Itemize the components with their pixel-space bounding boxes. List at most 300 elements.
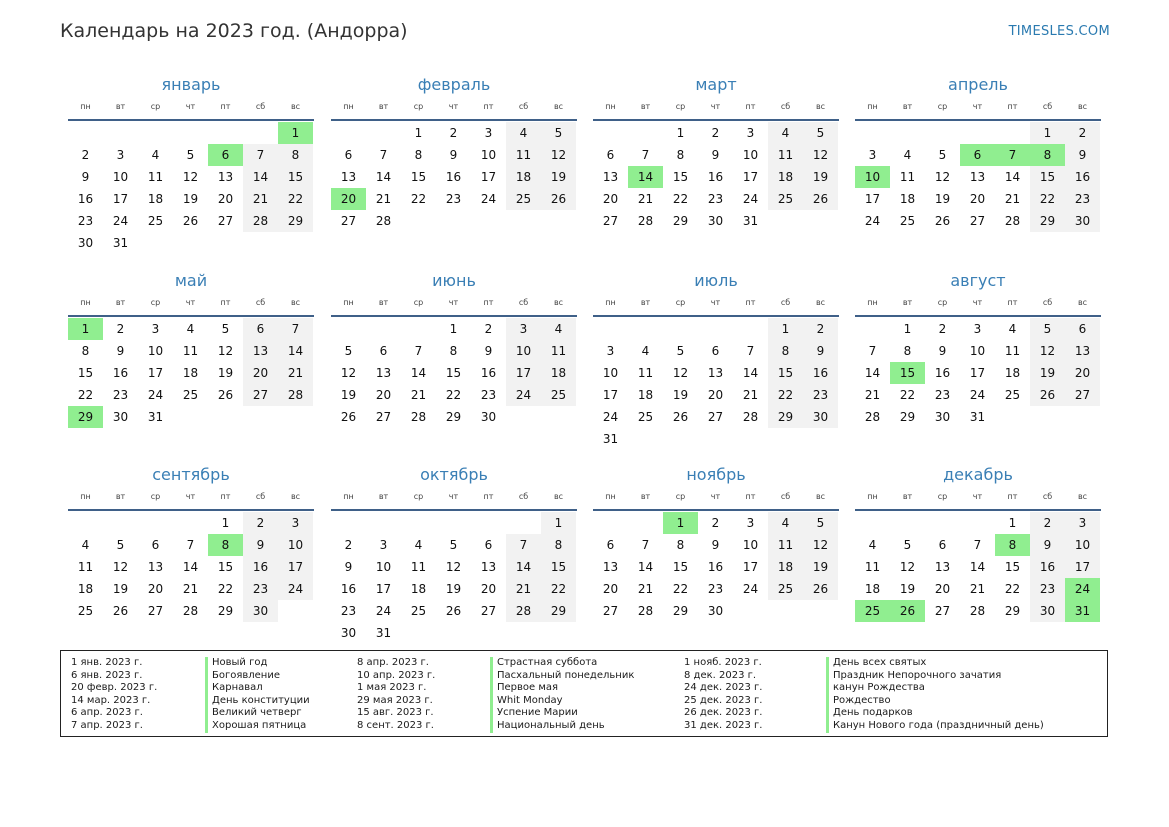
weekday-label: вс xyxy=(1077,298,1088,307)
day-cell: 3 xyxy=(484,126,493,140)
day-cell: 27 xyxy=(602,214,619,228)
holiday-legend xyxy=(60,650,1108,737)
day-cell: 31 xyxy=(147,410,164,424)
day-cell: 26 xyxy=(803,188,838,210)
day-cell: 1 xyxy=(1008,516,1017,530)
day-cell: 9 xyxy=(484,344,493,358)
day-cell: 7 xyxy=(243,144,278,166)
weekday-label: чт xyxy=(448,102,459,111)
day-cell: 31 xyxy=(602,432,619,446)
weekday-label: сб xyxy=(255,102,266,111)
holiday-day-cell: 1 xyxy=(663,512,698,534)
holiday-name: Страстная суббота xyxy=(490,657,634,670)
legend-dates-column xyxy=(357,657,435,733)
month-3 xyxy=(593,72,839,232)
weekday-header xyxy=(593,488,839,508)
day-cell: 21 xyxy=(278,362,313,384)
day-cell: 28 xyxy=(182,604,199,618)
weekday-header xyxy=(331,294,577,314)
weekday-label: пт xyxy=(483,298,494,307)
weekday-label: вт xyxy=(115,298,126,307)
day-cell: 26 xyxy=(803,578,838,600)
day-cell: 20 xyxy=(375,388,392,402)
weekday-label: пн xyxy=(343,298,354,307)
days-grid xyxy=(855,512,1101,622)
day-cell: 13 xyxy=(602,170,619,184)
holiday-day-cell: 31 xyxy=(1065,600,1100,622)
day-cell: 6 xyxy=(344,148,353,162)
day-cell: 15 xyxy=(278,166,313,188)
empty-cell xyxy=(243,122,278,144)
day-cell: 3 xyxy=(1065,512,1100,534)
day-cell: 10 xyxy=(742,538,759,552)
weekday-label: пн xyxy=(867,298,878,307)
day-cell: 26 xyxy=(182,214,199,228)
day-cell: 20 xyxy=(934,582,951,596)
holiday-date: 20 февр. 2023 г. xyxy=(71,682,158,694)
weekday-label: пт xyxy=(1007,492,1018,501)
weekday-label: чт xyxy=(185,102,196,111)
day-cell: 13 xyxy=(602,560,619,574)
weekday-label: вс xyxy=(553,298,564,307)
day-cell: 6 xyxy=(1065,318,1100,340)
holiday-day-cell: 14 xyxy=(628,166,663,188)
day-cell: 19 xyxy=(217,366,234,380)
day-cell: 2 xyxy=(803,318,838,340)
day-cell: 19 xyxy=(112,582,129,596)
day-cell: 3 xyxy=(116,148,125,162)
day-cell: 15 xyxy=(672,560,689,574)
holiday-name: Whit Monday xyxy=(490,695,634,708)
day-cell: 14 xyxy=(864,366,881,380)
day-cell: 22 xyxy=(1004,582,1021,596)
weekday-label: ср xyxy=(937,298,948,307)
day-cell: 26 xyxy=(217,388,234,402)
day-cell: 13 xyxy=(147,560,164,574)
day-cell: 13 xyxy=(1065,340,1100,362)
month-divider xyxy=(331,119,577,121)
holiday-date: 1 янв. 2023 г. xyxy=(71,657,143,668)
day-cell: 2 xyxy=(711,516,720,530)
weekday-label: вт xyxy=(378,492,389,501)
day-cell: 11 xyxy=(637,366,654,380)
legend-dates-column xyxy=(684,657,762,733)
empty-cell xyxy=(593,512,628,534)
day-cell: 29 xyxy=(899,410,916,424)
day-cell: 6 xyxy=(606,538,615,552)
day-cell: 8 xyxy=(449,344,458,358)
day-cell: 21 xyxy=(375,192,392,206)
holiday-name: Национальный день xyxy=(490,720,634,733)
holiday-date: 24 дек. 2023 г. xyxy=(684,682,763,694)
day-cell: 26 xyxy=(340,410,357,424)
weekday-header xyxy=(68,488,314,508)
month-name: октябрь xyxy=(420,465,488,484)
empty-cell xyxy=(628,122,663,144)
day-cell: 4 xyxy=(541,318,576,340)
day-cell: 7 xyxy=(868,344,877,358)
day-cell: 19 xyxy=(1030,362,1065,384)
month-name: май xyxy=(174,271,208,290)
day-cell: 28 xyxy=(1004,214,1021,228)
day-cell: 6 xyxy=(938,538,947,552)
day-cell: 18 xyxy=(637,388,654,402)
month-divider xyxy=(593,509,839,511)
day-cell: 17 xyxy=(969,366,986,380)
day-cell: 7 xyxy=(973,538,982,552)
weekday-label: чт xyxy=(972,102,983,111)
weekday-label: чт xyxy=(710,102,721,111)
empty-cell xyxy=(68,512,103,534)
day-cell: 19 xyxy=(803,166,838,188)
day-cell: 18 xyxy=(1004,366,1021,380)
day-cell: 29 xyxy=(541,600,576,622)
month-name: апрель xyxy=(948,75,1008,94)
weekday-label: чт xyxy=(710,492,721,501)
day-cell: 4 xyxy=(186,322,195,336)
day-cell: 1 xyxy=(1030,122,1065,144)
day-cell: 19 xyxy=(182,192,199,206)
day-cell: 25 xyxy=(899,214,916,228)
day-cell: 22 xyxy=(77,388,94,402)
day-cell: 18 xyxy=(410,582,427,596)
weekday-label: сб xyxy=(518,298,529,307)
day-cell: 19 xyxy=(340,388,357,402)
day-cell: 21 xyxy=(637,582,654,596)
weekday-label: вс xyxy=(815,492,826,501)
weekday-label: пт xyxy=(1007,298,1018,307)
weekday-label: пт xyxy=(483,492,494,501)
day-cell: 12 xyxy=(899,560,916,574)
weekday-label: ср xyxy=(150,298,161,307)
day-cell: 14 xyxy=(278,340,313,362)
day-cell: 15 xyxy=(1004,560,1021,574)
holiday-date: 1 мая 2023 г. xyxy=(357,682,427,694)
day-cell: 8 xyxy=(414,148,423,162)
day-cell: 16 xyxy=(480,366,497,380)
day-cell: 28 xyxy=(864,410,881,424)
weekday-label: пт xyxy=(745,102,756,111)
day-cell: 26 xyxy=(1030,384,1065,406)
weekday-label: пт xyxy=(745,298,756,307)
legend-names-column xyxy=(205,657,310,733)
day-cell: 21 xyxy=(969,582,986,596)
day-cell: 8 xyxy=(676,538,685,552)
holiday-name: Богоявление xyxy=(205,670,310,683)
day-cell: 9 xyxy=(711,538,720,552)
empty-cell xyxy=(401,512,436,534)
day-cell: 12 xyxy=(182,170,199,184)
weekday-label: вс xyxy=(290,298,301,307)
month-divider xyxy=(68,509,314,511)
holiday-date: 6 янв. 2023 г. xyxy=(71,669,143,681)
day-cell: 14 xyxy=(243,166,278,188)
day-cell: 13 xyxy=(480,560,497,574)
day-cell: 21 xyxy=(1004,192,1021,206)
day-cell: 15 xyxy=(768,362,803,384)
month-divider xyxy=(68,119,314,121)
day-cell: 7 xyxy=(278,318,313,340)
day-cell: 8 xyxy=(81,344,90,358)
day-cell: 14 xyxy=(637,560,654,574)
day-cell: 27 xyxy=(340,214,357,228)
weekday-label: чт xyxy=(185,492,196,501)
weekday-label: чт xyxy=(972,492,983,501)
day-cell: 5 xyxy=(903,538,912,552)
day-cell: 30 xyxy=(340,626,357,640)
brand-link[interactable]: TIMESLES.COM xyxy=(1008,24,1110,39)
weekday-label: чт xyxy=(710,298,721,307)
weekday-label: сб xyxy=(255,492,266,501)
weekday-label: вс xyxy=(815,102,826,111)
month-8 xyxy=(855,268,1101,428)
day-cell: 1 xyxy=(449,322,458,336)
day-cell: 1 xyxy=(676,126,685,140)
holiday-name: Хорошая пятница xyxy=(205,720,310,733)
weekday-label: сб xyxy=(255,298,266,307)
empty-cell xyxy=(960,512,995,534)
day-cell: 20 xyxy=(217,192,234,206)
day-cell: 9 xyxy=(938,344,947,358)
day-cell: 24 xyxy=(742,582,759,596)
day-cell: 7 xyxy=(506,534,541,556)
day-cell: 3 xyxy=(868,148,877,162)
empty-cell xyxy=(138,122,173,144)
day-cell: 7 xyxy=(641,538,650,552)
weekday-label: вс xyxy=(553,102,564,111)
holiday-name: День конституции xyxy=(205,695,310,708)
day-cell: 22 xyxy=(672,192,689,206)
day-cell: 12 xyxy=(934,170,951,184)
day-cell: 12 xyxy=(803,144,838,166)
empty-cell xyxy=(138,512,173,534)
month-7 xyxy=(593,268,839,450)
empty-cell xyxy=(890,512,925,534)
month-9 xyxy=(68,462,314,622)
day-cell: 24 xyxy=(602,410,619,424)
day-cell: 12 xyxy=(112,560,129,574)
day-cell: 27 xyxy=(217,214,234,228)
weekday-label: пт xyxy=(220,298,231,307)
day-cell: 25 xyxy=(768,188,803,210)
day-cell: 22 xyxy=(899,388,916,402)
day-cell: 11 xyxy=(410,560,427,574)
holiday-day-cell: 8 xyxy=(208,534,243,556)
weekday-label: чт xyxy=(972,298,983,307)
day-cell: 6 xyxy=(711,344,720,358)
day-cell: 11 xyxy=(147,170,164,184)
empty-cell xyxy=(103,122,138,144)
weekday-label: вт xyxy=(378,102,389,111)
day-cell: 9 xyxy=(1065,144,1100,166)
day-cell: 16 xyxy=(1065,166,1100,188)
empty-cell xyxy=(366,318,401,340)
day-cell: 8 xyxy=(676,148,685,162)
day-cell: 23 xyxy=(112,388,129,402)
month-name: июль xyxy=(694,271,738,290)
day-cell: 6 xyxy=(243,318,278,340)
empty-cell xyxy=(366,122,401,144)
day-cell: 15 xyxy=(672,170,689,184)
day-cell: 26 xyxy=(112,604,129,618)
empty-cell xyxy=(103,512,138,534)
empty-cell xyxy=(628,512,663,534)
day-cell: 30 xyxy=(934,410,951,424)
day-cell: 24 xyxy=(375,604,392,618)
day-cell: 21 xyxy=(243,188,278,210)
weekday-label: сб xyxy=(780,298,791,307)
day-cell: 29 xyxy=(217,604,234,618)
day-cell: 18 xyxy=(768,166,803,188)
day-cell: 17 xyxy=(602,388,619,402)
day-cell: 17 xyxy=(864,192,881,206)
day-cell: 13 xyxy=(340,170,357,184)
day-cell: 29 xyxy=(768,406,803,428)
day-cell: 27 xyxy=(147,604,164,618)
day-cell: 21 xyxy=(742,388,759,402)
day-cell: 23 xyxy=(934,388,951,402)
day-cell: 18 xyxy=(506,166,541,188)
day-cell: 19 xyxy=(672,388,689,402)
weekday-label: вт xyxy=(378,298,389,307)
day-cell: 24 xyxy=(112,214,129,228)
day-cell: 2 xyxy=(1030,512,1065,534)
day-cell: 16 xyxy=(934,366,951,380)
day-cell: 31 xyxy=(375,626,392,640)
empty-cell xyxy=(960,122,995,144)
day-cell: 19 xyxy=(803,556,838,578)
empty-cell xyxy=(663,318,698,340)
day-cell: 23 xyxy=(1030,578,1065,600)
day-cell: 11 xyxy=(768,534,803,556)
weekday-label: вт xyxy=(640,492,651,501)
day-cell: 7 xyxy=(379,148,388,162)
day-cell: 22 xyxy=(672,582,689,596)
day-cell: 26 xyxy=(672,410,689,424)
day-cell: 7 xyxy=(414,344,423,358)
day-cell: 17 xyxy=(147,366,164,380)
day-cell: 16 xyxy=(112,366,129,380)
day-cell: 15 xyxy=(77,366,94,380)
day-cell: 2 xyxy=(116,322,125,336)
day-cell: 25 xyxy=(1004,388,1021,402)
month-divider xyxy=(855,315,1101,317)
month-divider xyxy=(855,119,1101,121)
holiday-name: Первое мая xyxy=(490,682,634,695)
day-cell: 12 xyxy=(803,534,838,556)
day-cell: 19 xyxy=(934,192,951,206)
day-cell: 2 xyxy=(449,126,458,140)
day-cell: 10 xyxy=(278,534,313,556)
day-cell: 5 xyxy=(186,148,195,162)
day-cell: 5 xyxy=(676,344,685,358)
day-cell: 12 xyxy=(672,366,689,380)
day-cell: 31 xyxy=(742,214,759,228)
day-cell: 24 xyxy=(506,384,541,406)
day-cell: 15 xyxy=(541,556,576,578)
month-4 xyxy=(855,72,1101,232)
holiday-name: Успение Марии xyxy=(490,707,634,720)
day-cell: 8 xyxy=(903,344,912,358)
day-cell: 9 xyxy=(803,340,838,362)
day-cell: 11 xyxy=(506,144,541,166)
day-cell: 5 xyxy=(344,344,353,358)
day-cell: 4 xyxy=(768,122,803,144)
weekday-label: вт xyxy=(902,298,913,307)
weekday-label: пт xyxy=(220,102,231,111)
day-cell: 29 xyxy=(1004,604,1021,618)
month-divider xyxy=(593,315,839,317)
day-cell: 10 xyxy=(375,560,392,574)
holiday-name: Пасхальный понедельник xyxy=(490,670,634,683)
day-cell: 15 xyxy=(1030,166,1065,188)
day-cell: 16 xyxy=(803,362,838,384)
day-cell: 3 xyxy=(606,344,615,358)
day-cell: 29 xyxy=(445,410,462,424)
weekday-label: пн xyxy=(343,102,354,111)
day-cell: 17 xyxy=(742,560,759,574)
day-cell: 22 xyxy=(278,188,313,210)
month-12 xyxy=(855,462,1101,622)
day-cell: 11 xyxy=(182,344,199,358)
weekday-label: вс xyxy=(1077,492,1088,501)
day-cell: 9 xyxy=(243,534,278,556)
day-cell: 10 xyxy=(480,148,497,162)
day-cell: 4 xyxy=(81,538,90,552)
holiday-day-cell: 8 xyxy=(1030,144,1065,166)
day-cell: 1 xyxy=(903,322,912,336)
empty-cell xyxy=(366,512,401,534)
day-cell: 22 xyxy=(1030,188,1065,210)
holiday-day-cell: 24 xyxy=(1065,578,1100,600)
day-cell: 19 xyxy=(445,582,462,596)
page-title: Календарь на 2023 год. (Андорра) xyxy=(60,20,408,42)
day-cell: 21 xyxy=(410,388,427,402)
weekday-header xyxy=(331,488,577,508)
day-cell: 30 xyxy=(1030,600,1065,622)
day-cell: 3 xyxy=(746,126,755,140)
days-grid xyxy=(68,512,314,622)
day-cell: 29 xyxy=(672,604,689,618)
day-cell: 11 xyxy=(1004,344,1021,358)
empty-cell xyxy=(593,122,628,144)
day-cell: 24 xyxy=(278,578,313,600)
day-cell: 18 xyxy=(77,582,94,596)
empty-cell xyxy=(925,512,960,534)
day-cell: 2 xyxy=(81,148,90,162)
legend-names-column xyxy=(826,657,1044,733)
day-cell: 23 xyxy=(243,578,278,600)
empty-cell xyxy=(331,512,366,534)
day-cell: 17 xyxy=(480,170,497,184)
day-cell: 7 xyxy=(186,538,195,552)
weekday-label: пн xyxy=(867,492,878,501)
day-cell: 22 xyxy=(217,582,234,596)
day-cell: 20 xyxy=(147,582,164,596)
day-cell: 5 xyxy=(116,538,125,552)
holiday-date: 7 апр. 2023 г. xyxy=(71,719,143,731)
day-cell: 11 xyxy=(77,560,94,574)
holiday-date: 8 дек. 2023 г. xyxy=(684,669,757,681)
day-cell: 25 xyxy=(541,384,576,406)
weekday-label: пт xyxy=(1007,102,1018,111)
day-cell: 22 xyxy=(445,388,462,402)
days-grid xyxy=(68,122,314,254)
weekday-label: ср xyxy=(937,492,948,501)
day-cell: 14 xyxy=(506,556,541,578)
month-divider xyxy=(331,315,577,317)
weekday-label: ср xyxy=(150,492,161,501)
